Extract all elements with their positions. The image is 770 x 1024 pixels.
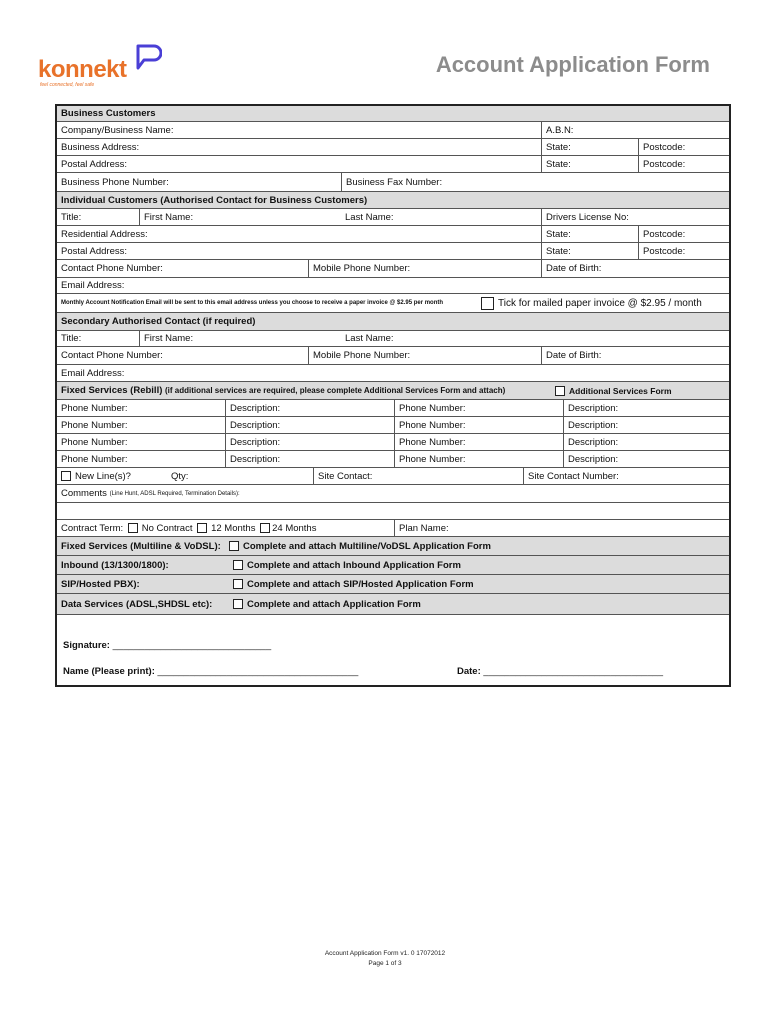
signature-line: ______________________________ [112,640,272,651]
description-field[interactable]: Description: [225,400,394,416]
secondary-last-name-field[interactable]: Last Name: [345,333,394,344]
phone-row [57,417,729,434]
additional-services-label: Additional Services Form [569,385,672,396]
individual-row-postal [57,243,729,260]
individual-mobile-field[interactable]: Mobile Phone Number: [308,260,541,277]
fixed-services-note: (if additional services are required, please complete Additional Services Form and attach) [165,386,506,395]
page-title: Account Application Form [435,52,710,77]
print-name-field[interactable] [63,666,358,677]
contract-term [57,520,394,536]
qty-field[interactable]: Qty: [171,470,189,482]
company-name-field[interactable]: Company/Business Name: [61,124,174,136]
individual-first-name-field[interactable]: First Name: [139,209,341,225]
business-phone-field[interactable]: Business Phone Number: [61,176,169,188]
brand-tagline: feel connected, feel safe [40,82,95,88]
business-heading: Business Customers [61,108,156,119]
secondary-row-email [57,365,729,382]
additional-services-option[interactable] [551,382,729,399]
data-attach-checkbox[interactable] [233,599,243,609]
individual-dob-field[interactable]: Date of Birth: [541,260,729,277]
individual-row-invoice [57,294,729,313]
sip-attach-option[interactable] [229,575,729,593]
individual-title-field[interactable]: Title: [61,211,82,223]
date-label: Date: [457,666,481,677]
application-form [55,104,731,687]
individual-row-name [57,209,729,226]
service-action-label: Complete and attach Application Form [247,598,421,610]
business-postal-postcode-field[interactable]: Postcode: [638,156,729,172]
inbound-attach-option[interactable] [229,556,729,574]
phone-number-field[interactable]: Phone Number: [61,436,128,448]
secondary-dob-field[interactable]: Date of Birth: [541,347,729,364]
fixed-services-header [57,382,729,400]
individual-postal-postcode-field[interactable]: Postcode: [638,243,729,259]
multiline-attach-checkbox[interactable] [229,541,239,551]
no-contract-checkbox[interactable] [128,523,138,533]
service-action-label: Complete and attach Multiline/VoDSL Application Form [243,540,491,552]
phone-row [57,434,729,451]
contract-term-label: Contract Term: [61,522,124,534]
secondary-first-name-field[interactable]: First Name: [139,331,341,346]
contract-row [57,520,729,537]
data-attach-option[interactable] [229,594,729,614]
business-state-field[interactable]: State: [541,139,638,155]
secondary-row-contact [57,347,729,365]
twelve-months-label: 12 Months [211,522,256,534]
secondary-title-field[interactable]: Title: [61,333,82,344]
business-row-postal [57,156,729,173]
comments-row [57,485,729,503]
paper-invoice-checkbox[interactable] [481,297,494,310]
service-row [57,594,729,615]
service-label: Data Services (ADSL,SHDSL etc): [61,598,213,610]
residential-state-field[interactable]: State: [541,226,638,242]
individual-heading: Individual Customers (Authorised Contact for Business Customers) [61,194,368,206]
business-postal-field[interactable]: Postal Address: [61,158,128,170]
business-row-address [57,139,729,156]
phone-row [57,400,729,417]
individual-postal-state-field[interactable]: State: [541,243,638,259]
site-contact-field[interactable]: Site Contact: [313,468,523,484]
phone-row [57,451,729,468]
footer-page: Page 1 of 3 [368,960,402,967]
service-action-label: Complete and attach Inbound Application Form [247,559,461,571]
inbound-attach-checkbox[interactable] [233,560,243,570]
description-field[interactable]: Description: [563,400,729,416]
multiline-attach-option[interactable] [225,537,729,555]
phone-number-field[interactable]: Phone Number: [394,400,563,416]
individual-section-header [57,192,729,209]
print-name-line: ______________________________________ [157,666,359,677]
no-contract-label: No Contract [141,522,193,534]
signature-label: Signature: [63,640,110,651]
comments-note: (Line Hunt, ADSL Required, Termination Details): [109,490,240,497]
plan-name-field[interactable]: Plan Name: [394,520,729,536]
drivers-license-field[interactable]: Drivers License No: [541,209,729,225]
individual-row-email [57,278,729,294]
business-section-header [57,106,729,122]
footer-version: Account Application Form v1. 0 17072012 [324,950,446,957]
description-field[interactable]: Description: [563,434,729,450]
service-label: Inbound (13/1300/1800): [61,559,169,571]
signature-field[interactable] [63,640,271,651]
individual-contact-phone-field[interactable]: Contact Phone Number: [61,263,163,274]
description-field[interactable]: Description: [563,417,729,433]
brand-logo [38,44,168,94]
secondary-heading: Secondary Authorised Contact (if required) [61,316,256,327]
phone-number-field[interactable]: Phone Number: [61,402,128,414]
description-field[interactable]: Description: [225,451,394,467]
site-contact-number-field[interactable]: Site Contact Number: [523,468,729,484]
paper-invoice-label: Tick for mailed paper invoice @ $2.95 / month [498,297,702,309]
paper-invoice-option[interactable] [477,294,729,312]
secondary-row-name [57,331,729,347]
secondary-mobile-field[interactable]: Mobile Phone Number: [308,347,541,364]
new-lines-label: New Line(s)? [75,470,131,482]
service-row [57,575,729,594]
business-row-company [57,122,729,139]
sip-attach-checkbox[interactable] [233,579,243,589]
secondary-contact-phone-field[interactable]: Contact Phone Number: [61,350,163,361]
description-field[interactable]: Description: [563,451,729,467]
description-field[interactable]: Description: [225,434,394,450]
description-field[interactable]: Description: [225,417,394,433]
twentyfour-months-checkbox[interactable] [260,523,270,533]
new-lines-row [57,468,729,485]
phone-number-field[interactable]: Phone Number: [394,434,563,450]
fixed-services-heading [57,382,547,399]
service-action-label: Complete and attach SIP/Hosted Application Form [247,578,474,590]
secondary-section-header [57,313,729,331]
brand-name: konnekt [38,56,127,83]
date-field[interactable] [457,666,663,677]
abn-field[interactable]: A.B.N: [541,122,729,138]
individual-last-name-field[interactable]: Last Name: [345,211,394,223]
twentyfour-months-label: 24 Months [272,522,317,534]
twelve-months-checkbox[interactable] [197,523,207,533]
new-lines-option[interactable] [57,468,163,484]
individual-postal-field[interactable]: Postal Address: [61,245,128,257]
business-address-field[interactable]: Business Address: [61,141,140,153]
individual-email-field[interactable]: Email Address: [61,280,125,291]
fixed-services-title: Fixed Services (Rebill) [61,385,163,396]
email-notice: Monthly Account Notification Email will be sent to this email address unless you choose to receive a paper invoice @ $2.95 per month [61,300,444,306]
secondary-email-field[interactable]: Email Address: [61,367,125,379]
phone-number-field[interactable]: Phone Number: [61,419,128,431]
service-label: Fixed Services (Multiline & VoDSL): [61,540,221,552]
business-postal-state-field[interactable]: State: [541,156,638,172]
service-row [57,537,729,556]
date-line: __________________________________ [483,666,664,677]
service-label: SIP/Hosted PBX): [61,578,140,590]
business-row-phone [57,173,729,192]
new-lines-checkbox[interactable] [61,471,71,481]
service-row [57,556,729,575]
individual-row-contact [57,260,729,278]
phone-number-field[interactable]: Phone Number: [394,417,563,433]
phone-number-field[interactable]: Phone Number: [61,453,128,465]
residential-address-field[interactable]: Residential Address: [61,228,148,240]
additional-services-checkbox[interactable] [555,386,565,396]
print-name-label: Name (Please print): [63,666,155,677]
phone-number-field[interactable]: Phone Number: [394,451,563,467]
business-fax-field[interactable]: Business Fax Number: [341,173,729,191]
individual-row-residential [57,226,729,243]
business-postcode-field[interactable]: Postcode: [638,139,729,155]
comments-field[interactable] [57,485,729,502]
speech-bubble-icon [134,44,162,70]
residential-postcode-field[interactable]: Postcode: [638,226,729,242]
comments-space [57,503,729,520]
comments-label: Comments [61,488,107,499]
